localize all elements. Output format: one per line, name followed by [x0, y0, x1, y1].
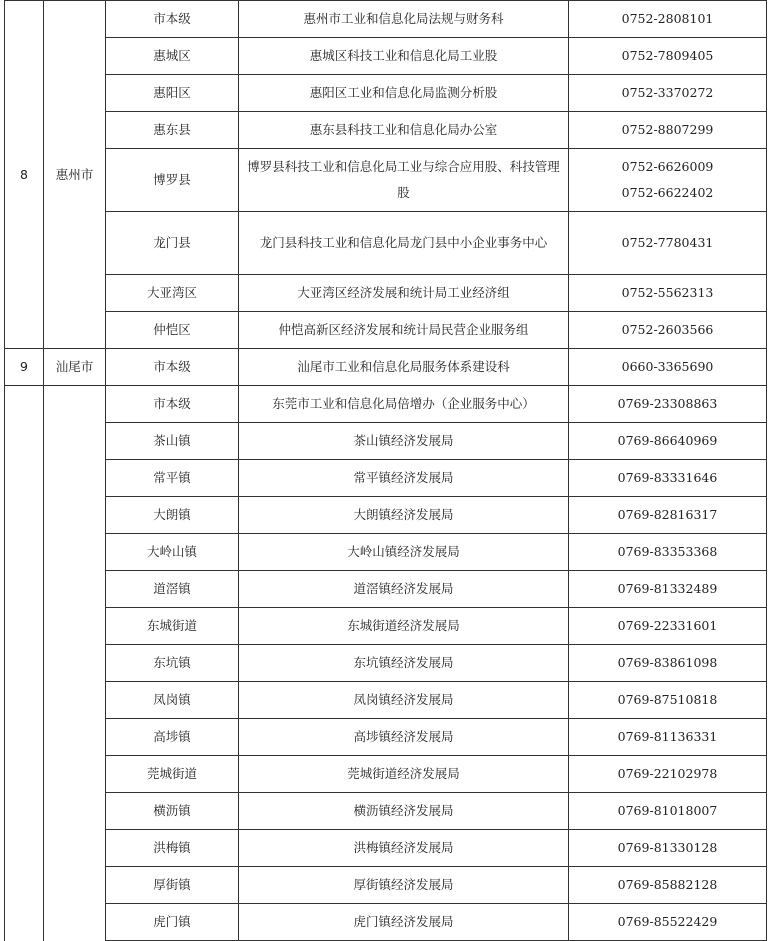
department-cell: 常平镇经济发展局 [239, 460, 569, 497]
department-cell: 惠阳区工业和信息化局监测分析股 [239, 75, 569, 112]
group-number [5, 386, 44, 941]
district-cell: 东城街道 [106, 608, 239, 645]
table-row [5, 830, 767, 867]
department-cell: 仲恺高新区经济发展和统计局民营企业服务组 [239, 312, 569, 349]
district-cell: 莞城街道 [106, 756, 239, 793]
department-cell: 博罗县科技工业和信息化局工业与综合应用股、科技管理股 [239, 149, 569, 212]
table-row [5, 645, 767, 682]
phone-cell: 0769-83353368 [569, 534, 767, 571]
department-cell: 虎门镇经济发展局 [239, 904, 569, 941]
phone-cell: 0752-2808101 [569, 1, 767, 38]
table-row [5, 275, 767, 312]
table-row [5, 312, 767, 349]
group-city: 惠州市 [44, 1, 106, 349]
group-city: 汕尾市 [44, 349, 106, 386]
department-cell: 大岭山镇经济发展局 [239, 534, 569, 571]
table-row [5, 460, 767, 497]
district-cell: 惠城区 [106, 38, 239, 75]
contact-table-body [5, 1, 767, 941]
phone-cell: 0752-3370272 [569, 75, 767, 112]
district-cell: 茶山镇 [106, 423, 239, 460]
phone-cell: 0769-87510818 [569, 682, 767, 719]
phone-cell: 0752-5562313 [569, 275, 767, 312]
phone-cell: 0769-82816317 [569, 497, 767, 534]
table-row [5, 793, 767, 830]
phone-cell: 0769-85522429 [569, 904, 767, 941]
district-cell: 龙门县 [106, 212, 239, 275]
table-row [5, 497, 767, 534]
group-number: 8 [5, 1, 44, 349]
district-cell: 东坑镇 [106, 645, 239, 682]
table-row [5, 608, 767, 645]
department-cell: 惠东县科技工业和信息化局办公室 [239, 112, 569, 149]
table-row [5, 386, 767, 423]
table-row [5, 112, 767, 149]
district-cell: 虎门镇 [106, 904, 239, 941]
phone-cell [569, 149, 767, 212]
department-cell: 凤岗镇经济发展局 [239, 682, 569, 719]
district-cell: 惠东县 [106, 112, 239, 149]
phone-cell: 0769-23308863 [569, 386, 767, 423]
department-cell: 莞城街道经济发展局 [239, 756, 569, 793]
table-row [5, 38, 767, 75]
district-cell: 凤岗镇 [106, 682, 239, 719]
phone-cell: 0769-81136331 [569, 719, 767, 756]
department-cell: 龙门县科技工业和信息化局龙门县中小企业事务中心 [239, 212, 569, 275]
department-cell: 东坑镇经济发展局 [239, 645, 569, 682]
group-city [44, 386, 106, 941]
phone-cell: 0769-83861098 [569, 645, 767, 682]
department-cell: 东莞市工业和信息化局倍增办（企业服务中心） [239, 386, 569, 423]
district-cell: 厚街镇 [106, 867, 239, 904]
table-row [5, 904, 767, 941]
district-cell: 大岭山镇 [106, 534, 239, 571]
phone-cell: 0660-3365690 [569, 349, 767, 386]
department-cell: 高埗镇经济发展局 [239, 719, 569, 756]
table-row [5, 682, 767, 719]
department-cell: 惠城区科技工业和信息化局工业股 [239, 38, 569, 75]
department-cell: 大朗镇经济发展局 [239, 497, 569, 534]
district-cell: 仲恺区 [106, 312, 239, 349]
phone-line: 0752-6622402 [621, 185, 714, 200]
district-cell: 市本级 [106, 349, 239, 386]
department-cell: 洪梅镇经济发展局 [239, 830, 569, 867]
district-cell: 惠阳区 [106, 75, 239, 112]
table-row [5, 571, 767, 608]
district-cell: 洪梅镇 [106, 830, 239, 867]
table-row [5, 719, 767, 756]
department-cell: 茶山镇经济发展局 [239, 423, 569, 460]
department-cell: 东城街道经济发展局 [239, 608, 569, 645]
table-row [5, 149, 767, 212]
phone-cell: 0769-81018007 [569, 793, 767, 830]
phone-cell: 0752-7780431 [569, 212, 767, 275]
phone-cell: 0752-8807299 [569, 112, 767, 149]
phone-cell: 0769-22102978 [569, 756, 767, 793]
department-cell: 道滘镇经济发展局 [239, 571, 569, 608]
phone-cell: 0752-2603566 [569, 312, 767, 349]
contact-table [4, 0, 767, 941]
phone-line: 0752-6626009 [621, 159, 714, 174]
table-row [5, 867, 767, 904]
department-cell: 横沥镇经济发展局 [239, 793, 569, 830]
department-cell: 惠州市工业和信息化局法规与财务科 [239, 1, 569, 38]
phone-cell: 0769-81332489 [569, 571, 767, 608]
table-row [5, 756, 767, 793]
phone-cell: 0769-81330128 [569, 830, 767, 867]
phone-cell: 0769-85882128 [569, 867, 767, 904]
table-row [5, 212, 767, 275]
district-cell: 大亚湾区 [106, 275, 239, 312]
table-row [5, 423, 767, 460]
department-cell: 厚街镇经济发展局 [239, 867, 569, 904]
district-cell: 常平镇 [106, 460, 239, 497]
group-number: 9 [5, 349, 44, 386]
district-cell: 大朗镇 [106, 497, 239, 534]
phone-cell: 0752-7809405 [569, 38, 767, 75]
district-cell: 道滘镇 [106, 571, 239, 608]
district-cell: 高埗镇 [106, 719, 239, 756]
table-row [5, 75, 767, 112]
district-cell: 横沥镇 [106, 793, 239, 830]
phone-cell: 0769-83331646 [569, 460, 767, 497]
phone-cell: 0769-86640969 [569, 423, 767, 460]
district-cell: 市本级 [106, 1, 239, 38]
district-cell: 市本级 [106, 386, 239, 423]
table-row [5, 349, 767, 386]
table-row [5, 1, 767, 38]
district-cell: 博罗县 [106, 149, 239, 212]
table-row [5, 534, 767, 571]
department-cell: 汕尾市工业和信息化局服务体系建设科 [239, 349, 569, 386]
phone-cell: 0769-22331601 [569, 608, 767, 645]
department-cell: 大亚湾区经济发展和统计局工业经济组 [239, 275, 569, 312]
